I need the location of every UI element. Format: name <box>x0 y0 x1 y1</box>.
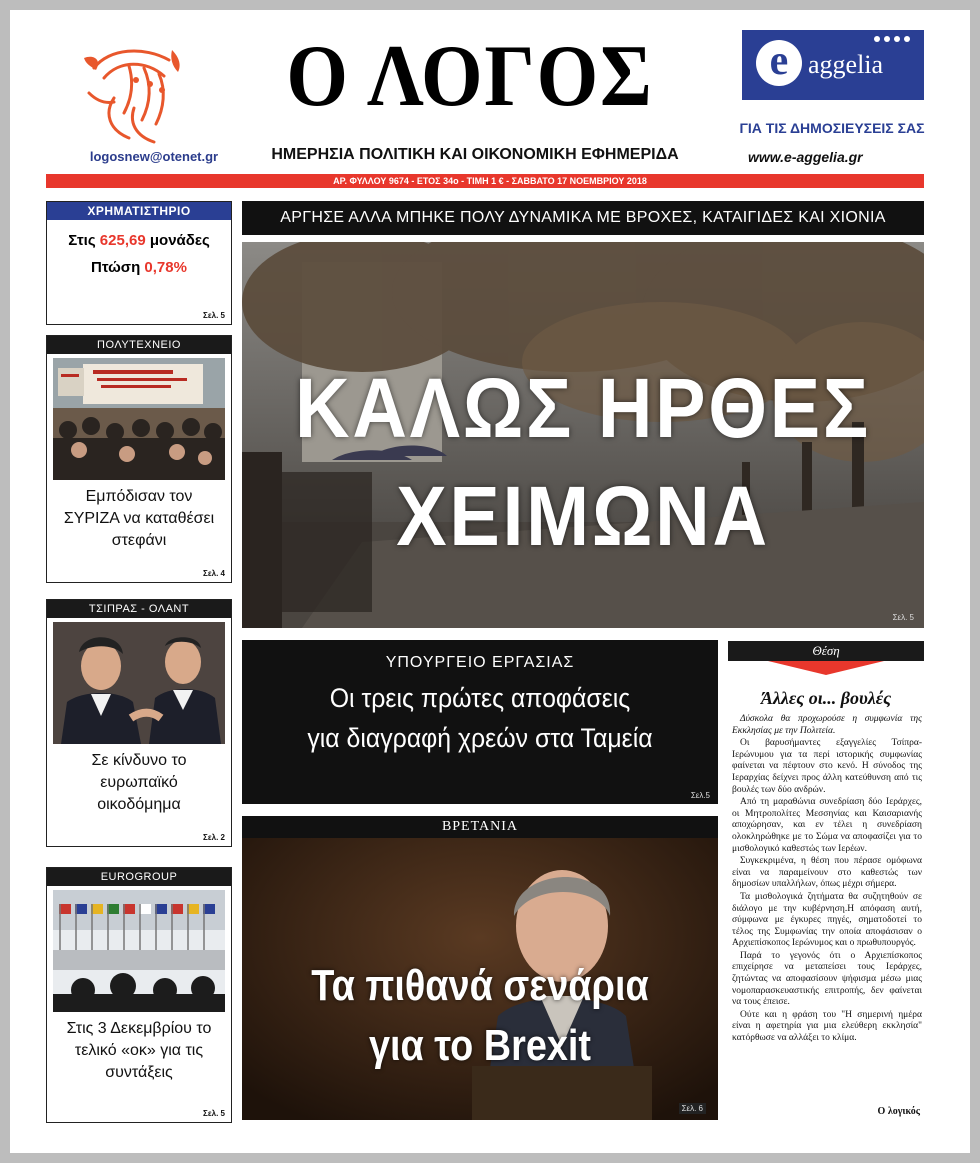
eaggelia-logo[interactable] <box>742 30 924 100</box>
opinion-paragraph: Δύσκολα θα προχωρούσε η συμφωνία της Εκκλησίας με την Πολιτεία. <box>732 714 922 736</box>
polytechnio-heading: ΠΟΛΥΤΕΧΝΕΙΟ <box>47 336 231 354</box>
page-ref: Σελ. 5 <box>203 1109 225 1118</box>
stock-change-value: 0,78% <box>144 259 187 276</box>
labor-headline <box>261 678 699 758</box>
opinion-body <box>732 714 922 1046</box>
stock-change-prefix: Πτώση <box>91 259 145 276</box>
newspaper-front-page <box>10 10 970 1153</box>
masthead-subtitle: ΗΜΕΡΗΣΙΑ ΠΟΛΙΤΙΚΗ ΚΑΙ ΟΙΚΟΝΟΜΙΚΗ ΕΦΗΜΕΡΙΔΑ <box>271 146 679 163</box>
polytechnio-headline: Εμπόδισαν τον ΣΥΡΙΖΑ να καταθέσει στεφάνι <box>63 488 215 549</box>
stock-box[interactable] <box>46 201 232 325</box>
opinion-paragraph: Τα μισθολογικά ζητήματα θα συζητηθούν σε διάλογο με την κυβέρνηση.Η απόφαση αυτή, σύμφωνα με έγκυρες πηγές, σηματοδοτεί το τέλος της Συμφωνίας την οποία αποφάσισαν ο Αρχιεπίσκοπος Ιερώνυμος και ο πρωθυπουργός. <box>732 891 922 949</box>
opinion-title[interactable]: Άλλες οι... βουλές <box>760 688 892 708</box>
eaggelia-url[interactable]: www.e-aggelia.gr <box>748 149 863 165</box>
protest-photo <box>53 358 225 480</box>
lead-headline <box>276 354 890 570</box>
eurogroup-headline: Στις 3 Δεκεμβρίου το τελικό «οκ» για τις συντάξεις <box>66 1020 212 1081</box>
stock-change-line <box>47 259 231 276</box>
labor-kicker: ΥΠΟΥΡΓΕΙΟ ΕΡΓΑΣΙΑΣ <box>385 654 575 671</box>
tsipras-box[interactable] <box>46 599 232 847</box>
stock-index-prefix: Στις <box>68 232 100 249</box>
logo-faces-illustration <box>74 38 194 150</box>
labor-headline-line2: για διαγραφή χρεών στα Ταμεία <box>307 723 653 753</box>
page-ref: Σελ. 6 <box>679 1103 706 1114</box>
opinion-paragraph: Παρά το γεγονός ότι ο Αρχιεπίσκοπος επιχείρησε να μεταπείσει τους Ιεράρχες, ζητώντας να αποφασίσουν ψήφισμα μέσω μιας νομοπαρασκευαστικής επιτροπής, δεν φαίνεται να τους έπεισε. <box>732 950 922 1008</box>
lead-kicker: ΑΡΓΗΣΕ ΑΛΛΑ ΜΠΗΚΕ ΠΟΛΥ ΔΥΝΑΜΙΚΑ ΜΕ ΒΡΟΧΕΣ, ΚΑΤΑΙΓΙΔΕΣ ΚΑΙ ΧΙΟΝΙΑ <box>242 201 924 235</box>
page-ref: Σελ. 5 <box>203 311 225 320</box>
masthead-title: Ο ΛΟΓΟΣ <box>286 28 654 125</box>
eaggelia-tagline: ΓΙΑ ΤΙΣ ΔΗΜΟΣΙΕΥΣΕΙΣ ΣΑΣ <box>739 120 925 136</box>
tsipras-headline: Σε κίνδυνο το ευρωπαϊκό οικοδόμημα <box>91 752 187 813</box>
issue-info: ΑΡ. ΦΥΛΛΟΥ 9674 - ΕΤΟΣ 34ο - ΤΙΜΗ 1 € - ΣΑΒΒΑΤΟ 17 ΝΟΕΜΒΡΙΟΥ 2018 <box>333 176 647 186</box>
brexit-story[interactable] <box>242 816 718 1120</box>
page-ref: Σελ. 5 <box>892 613 914 622</box>
brexit-headline-line2: για το Brexit <box>368 1021 592 1070</box>
opinion-paragraph: Από τη μαραθώνια συνεδρίαση δύο Ιεράρχες, οι Μητροπολίτες Μεσσηνίας και Καισαριανής αποχώρησαν, και εν τέλει η συνεδρίαση ολοκληρώθηκε με το Σώμα να αποφασίζει για το μισθολογικό καθεστώς των Ιερέων. <box>732 797 922 854</box>
opinion-section-label: Θέση <box>728 641 924 661</box>
stock-index-line <box>47 232 231 249</box>
page-ref: Σελ. 4 <box>203 569 225 578</box>
tsipras-heading: ΤΣΙΠΡΑΣ - ΟΛΑΝΤ <box>47 600 231 618</box>
contact-email[interactable]: logosnew@otenet.gr <box>89 149 219 164</box>
eaggelia-logo-letter: e <box>756 40 802 86</box>
eurogroup-heading: EUROGROUP <box>47 868 231 886</box>
stock-index-value: 625,69 <box>99 232 146 249</box>
page-ref: Σελ. 2 <box>203 833 225 842</box>
page-ref: Σελ.5 <box>690 791 710 800</box>
lead-story[interactable] <box>242 242 924 628</box>
polytechnio-box[interactable] <box>46 335 232 583</box>
lead-headline-line1: ΚΑΛΩΣ ΗΡΘΕΣ <box>295 361 871 455</box>
decorative-dots-icon <box>872 34 918 44</box>
opinion-paragraph: Ούτε και η φράση του "Η σημερινή ημέρα είναι η αφετηρία για μια ελεύθερη εκκλησία" κατόρθωσε να αλλάξει το κλίμα. <box>732 1009 922 1044</box>
labor-headline-line1: Οι τρεις πρώτες αποφάσεις <box>329 683 631 713</box>
opinion-arrow <box>768 661 884 675</box>
stock-index-suffix: μονάδες <box>145 232 210 249</box>
brexit-headline-line1: Τα πιθανά σενάρια <box>311 961 649 1010</box>
opinion-signature: Ο λογικός <box>877 1106 920 1117</box>
opinion-paragraph: Συγκεκριμένα, η θέση που πέρασε ομόφωνα είναι να παραμείνουν στο καθεστώς των δημοσίων υπαλλήλων, όπως μέχρι σήμερα. <box>732 856 922 890</box>
leaders-photo <box>53 622 225 744</box>
lead-headline-line2: ΧΕΙΜΩΝΑ <box>396 469 770 563</box>
brexit-headline <box>275 956 684 1076</box>
opinion-paragraph: Οι βαρυσήμαντες εξαγγελίες Τσίπρα-Ιερώνυμου για τα περί ιστορικής συμφωνίας φαίνεται να πέφτουν στο κενό. Η σύνοδος της Ιεραρχίας δείχνει προς άλλη κατεύθυνση από τις βουλές των δύο ανδρών. <box>732 738 922 795</box>
eurogroup-box[interactable] <box>46 867 232 1123</box>
stock-heading: ΧΡΗΜΑΤΙΣΤΗΡΙΟ <box>47 202 231 220</box>
flags-photo <box>53 890 225 1012</box>
eaggelia-logo-word: aggelia <box>808 50 884 79</box>
labor-story[interactable] <box>242 640 718 804</box>
brexit-kicker: ΒΡΕΤΑΝΙΑ <box>242 816 718 838</box>
